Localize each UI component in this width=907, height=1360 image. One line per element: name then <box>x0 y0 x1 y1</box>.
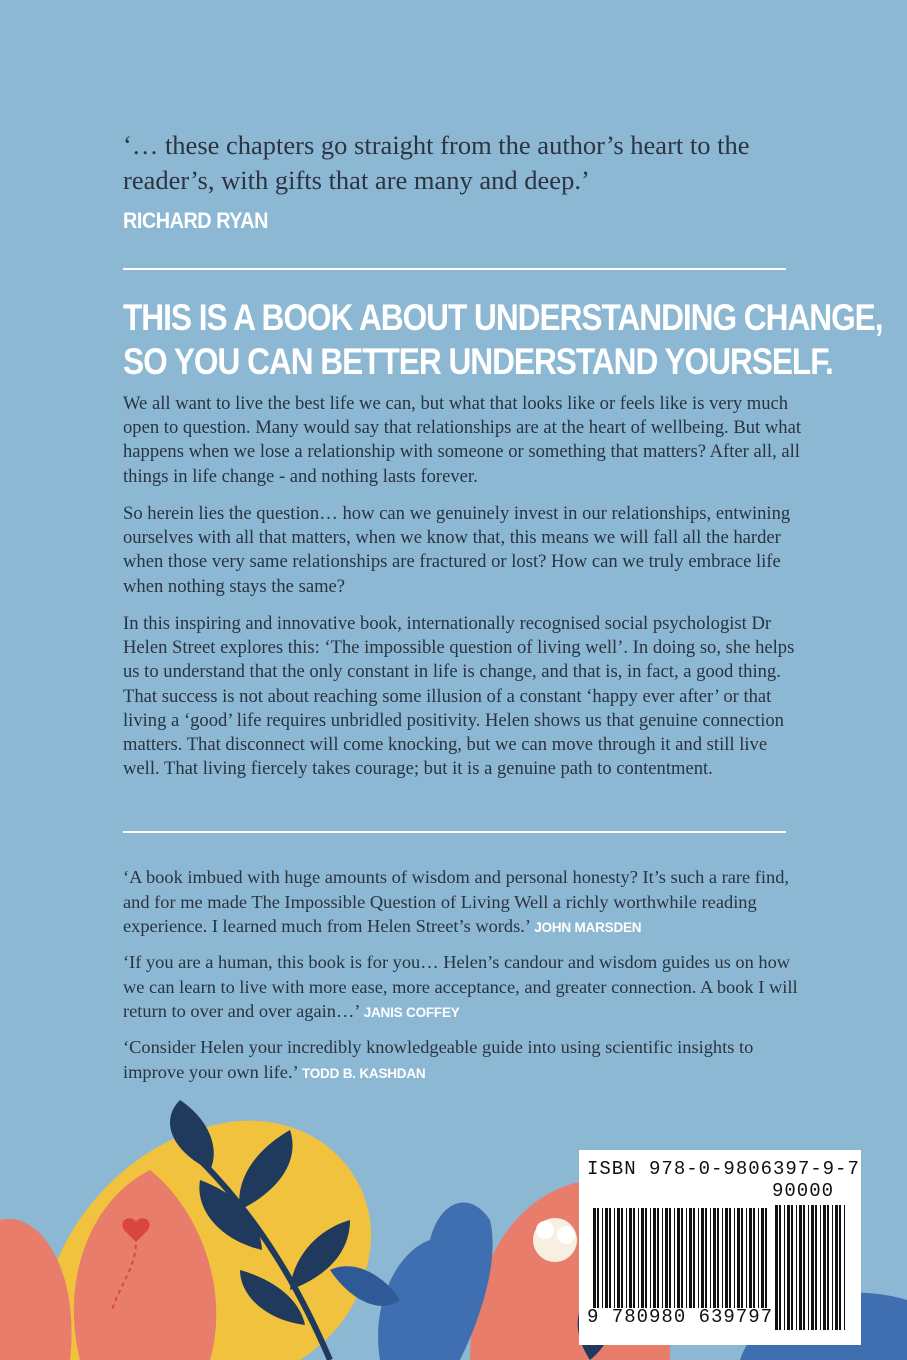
barcode-bar <box>698 1208 699 1308</box>
headline-line-2: SO YOU CAN BETTER UNDERSTAND YOURSELF. <box>123 341 833 382</box>
barcode-bar <box>815 1205 817 1330</box>
barcode-bar <box>641 1208 644 1308</box>
barcode-bar <box>626 1208 627 1308</box>
barcode-bar <box>779 1205 781 1330</box>
barcode-bar <box>653 1208 656 1308</box>
barcode-bar <box>827 1205 829 1330</box>
headline-line-1: THIS IS A BOOK ABOUT UNDERSTANDING CHANGE, <box>123 297 883 338</box>
review-1-text: ‘A book imbued with huge amounts of wisdom and personal honesty? It’s such a rare find, and for me made The Impossible Question of Living Well a richly worthwhile reading experience. I learned much from Helen Street’s words.’ <box>123 867 790 936</box>
review-3 <box>123 1035 803 1086</box>
barcode-bar <box>741 1208 743 1308</box>
top-quote: ‘… these chapters go straight from the author’s heart to the reader’s, with gifts that are many and deep.’ <box>123 130 750 195</box>
review-3-author: TODD B. KASHDAN <box>301 1065 426 1081</box>
barcode-bar <box>602 1208 603 1308</box>
barcode-bar <box>677 1208 680 1308</box>
barcode-box <box>579 1150 861 1345</box>
barcode-bar <box>701 1208 704 1308</box>
barcode-bar <box>844 1205 845 1330</box>
barcode-bar <box>665 1208 668 1308</box>
barcode-bar <box>832 1205 833 1330</box>
top-quote-author: RICHARD RYAN <box>123 208 268 233</box>
isbn-price-code: 90000 <box>772 1180 835 1202</box>
barcode-bar <box>784 1205 785 1330</box>
barcode-bar <box>796 1205 797 1330</box>
review-2 <box>123 950 803 1026</box>
headline <box>123 296 883 384</box>
barcode-bar <box>617 1208 620 1308</box>
barcode-bar <box>593 1208 596 1308</box>
divider-bottom <box>123 831 786 833</box>
barcode-addon-bars <box>775 1205 847 1330</box>
review-3-text: ‘Consider Helen your incredibly knowledgeable guide into using scientific insights to improve your own life.’ <box>123 1037 754 1082</box>
barcode-bar <box>669 1208 671 1308</box>
barcode-bar <box>657 1208 659 1308</box>
barcode-bar <box>722 1208 723 1308</box>
body-paragraph-2: So herein lies the question… how can we genuinely invest in our relationships, entwining ourselves with all that matters, when we know that, this means we will fall all the harder when those very same relationships are fractured or lost? How can we truly embrace life when nothing stays the same? <box>123 503 791 597</box>
isbn-text: ISBN 978-0-9806397-9-7 <box>587 1158 860 1180</box>
barcode-bar <box>621 1208 623 1308</box>
barcode-bar <box>746 1208 747 1308</box>
barcode-bar <box>799 1205 802 1330</box>
barcode-bar <box>629 1208 632 1308</box>
barcode-bar <box>791 1205 793 1330</box>
barcode-bar <box>734 1208 735 1308</box>
barcode-bar <box>609 1208 611 1308</box>
barcode-bar <box>753 1208 755 1308</box>
barcode-bar <box>614 1208 615 1308</box>
barcode-bar <box>761 1208 764 1308</box>
barcode-bars <box>593 1208 768 1308</box>
barcode-bar <box>633 1208 635 1308</box>
barcode-bar <box>729 1208 731 1308</box>
body-paragraph-3: In this inspiring and innovative book, internationally recognised social psychologist Dr Helen Street explores this: ‘The impossible question of living well’. In doing so, she helps us to understand that the only constant in life is change, and that is, in fact, a good thing. That success is not about reaching some illusion of a constant ‘happy ever after’ or that living a ‘good’ life requires unbridled positivity. Helen shows us that genuine connection matters. That disconnect will come knocking, but we can move through it and still live well. That living fiercely takes courage; but it is a genuine path to contentment. <box>123 613 795 780</box>
barcode-bar <box>811 1205 814 1330</box>
review-1-author: JOHN MARSDEN <box>534 920 642 935</box>
barcode-bar <box>808 1205 809 1330</box>
barcode-bar <box>713 1208 716 1308</box>
barcode-bar <box>710 1208 711 1308</box>
barcode-bar <box>605 1208 608 1308</box>
barcode-bar <box>820 1205 821 1330</box>
barcode-bar <box>689 1208 692 1308</box>
barcode-bar <box>839 1205 841 1330</box>
barcode-bar <box>803 1205 805 1330</box>
ean-digits: 9 780980 639797 <box>587 1306 774 1328</box>
barcode-bar <box>725 1208 728 1308</box>
divider-top <box>123 268 786 270</box>
review-2-author: JANIS COFFEY <box>363 1005 460 1020</box>
barcode-bar <box>662 1208 663 1308</box>
barcode-bar <box>650 1208 651 1308</box>
barcode-bar <box>758 1208 759 1308</box>
review-2-text: ‘If you are a human, this book is for you… Helen’s candour and wisdom guides us on how we can learn to live with more ease, more acceptance, and greater connection. A book I will return to over and over again…’ <box>123 952 798 1021</box>
barcode-bar <box>693 1208 695 1308</box>
barcode-bar <box>681 1208 683 1308</box>
barcode-bar <box>717 1208 719 1308</box>
barcode-bar <box>674 1208 675 1308</box>
barcode-bar <box>705 1208 707 1308</box>
barcode-bar <box>645 1208 647 1308</box>
barcode-bar <box>787 1205 790 1330</box>
barcode-bar <box>686 1208 687 1308</box>
coral-petal-left <box>0 1219 72 1360</box>
barcode-bar <box>775 1205 778 1330</box>
barcode-bar <box>765 1208 767 1308</box>
body-paragraph-1: We all want to live the best life we can, but what that looks like or feels like is very much open to question. Many would say that relationships are at the heart of wellbeing. But what happens when we lose a relationship with someone or something that matters? After all, all things in life change - and nothing lasts forever. <box>123 393 801 487</box>
barcode-bar <box>638 1208 639 1308</box>
barcode-bar <box>835 1205 838 1330</box>
barcode-bar <box>597 1208 599 1308</box>
barcode-bar <box>749 1208 752 1308</box>
barcode-bar <box>823 1205 826 1330</box>
barcode-bar <box>737 1208 740 1308</box>
review-1 <box>123 865 803 941</box>
